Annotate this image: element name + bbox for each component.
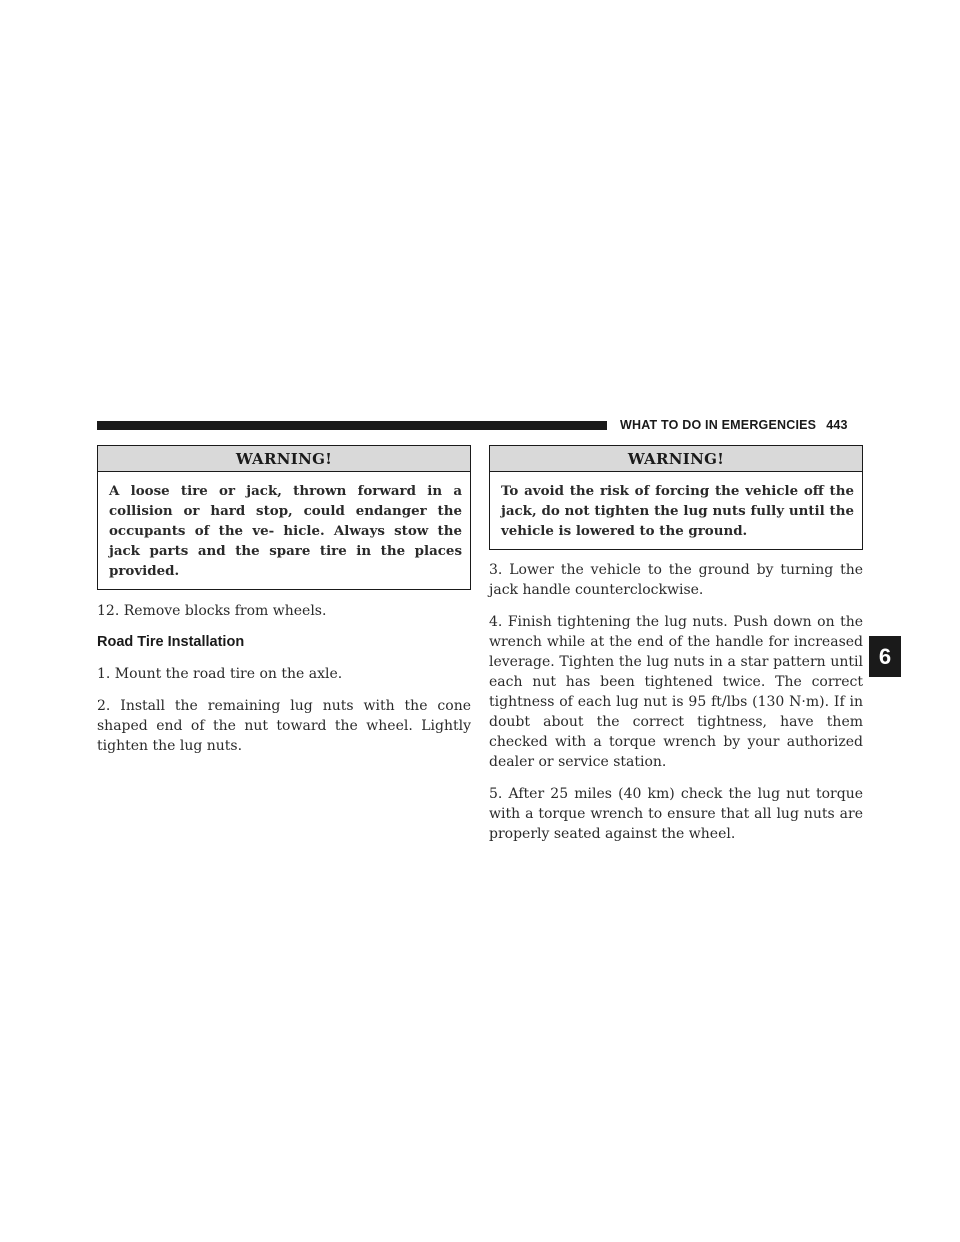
warning-box-stow	[97, 445, 471, 590]
step-12: 12. Remove blocks from wheels.	[97, 603, 327, 619]
chapter-tab: 6	[869, 636, 901, 677]
step-4: 4. Finish tightening the lug nuts. Push down on the wrench while at the end of the handle for increased leverage. Tighten the lug nuts in a star pattern until each nut has been tightened twice. The correct tightness of each lug nut is 95 ft/lbs (130 N·m). If in doubt about the correct tightness, have them checked with a torque wrench by your authorized dealer or service station.	[489, 614, 863, 770]
right-column	[489, 445, 863, 844]
running-header	[620, 418, 848, 432]
warning-heading: WARNING!	[490, 446, 862, 472]
step-3: 3. Lower the vehicle to the ground by turning the jack handle counterclockwise.	[489, 562, 863, 598]
step-1: 1. Mount the road tire on the axle.	[97, 666, 343, 682]
step-5: 5. After 25 miles (40 km) check the lug nut torque with a torque wrench to ensure that all lug nuts are properly seated against the wheel.	[489, 786, 863, 842]
section-title: WHAT TO DO IN EMERGENCIES	[620, 418, 817, 432]
warning-box-lug-nuts	[489, 445, 863, 550]
header-rule	[97, 421, 607, 430]
subheading-road-tire-installation: Road Tire Installation	[97, 634, 245, 650]
step-2: 2. Install the remaining lug nuts with the cone shaped end of the nut toward the wheel. Lightly tighten the lug nuts.	[97, 698, 471, 754]
warning-body: A loose tire or jack, thrown forward in a collision or hard stop, could endanger the occupants of the ve- hicle. Always stow the jack parts and the spare tire in the places provided.	[109, 483, 462, 579]
warning-body: To avoid the risk of forcing the vehicle off the jack, do not tighten the lug nuts fully until the vehicle is lowered to the ground.	[501, 483, 854, 539]
left-column	[97, 445, 471, 756]
warning-heading: WARNING!	[98, 446, 470, 472]
page-number: 443	[826, 418, 848, 432]
